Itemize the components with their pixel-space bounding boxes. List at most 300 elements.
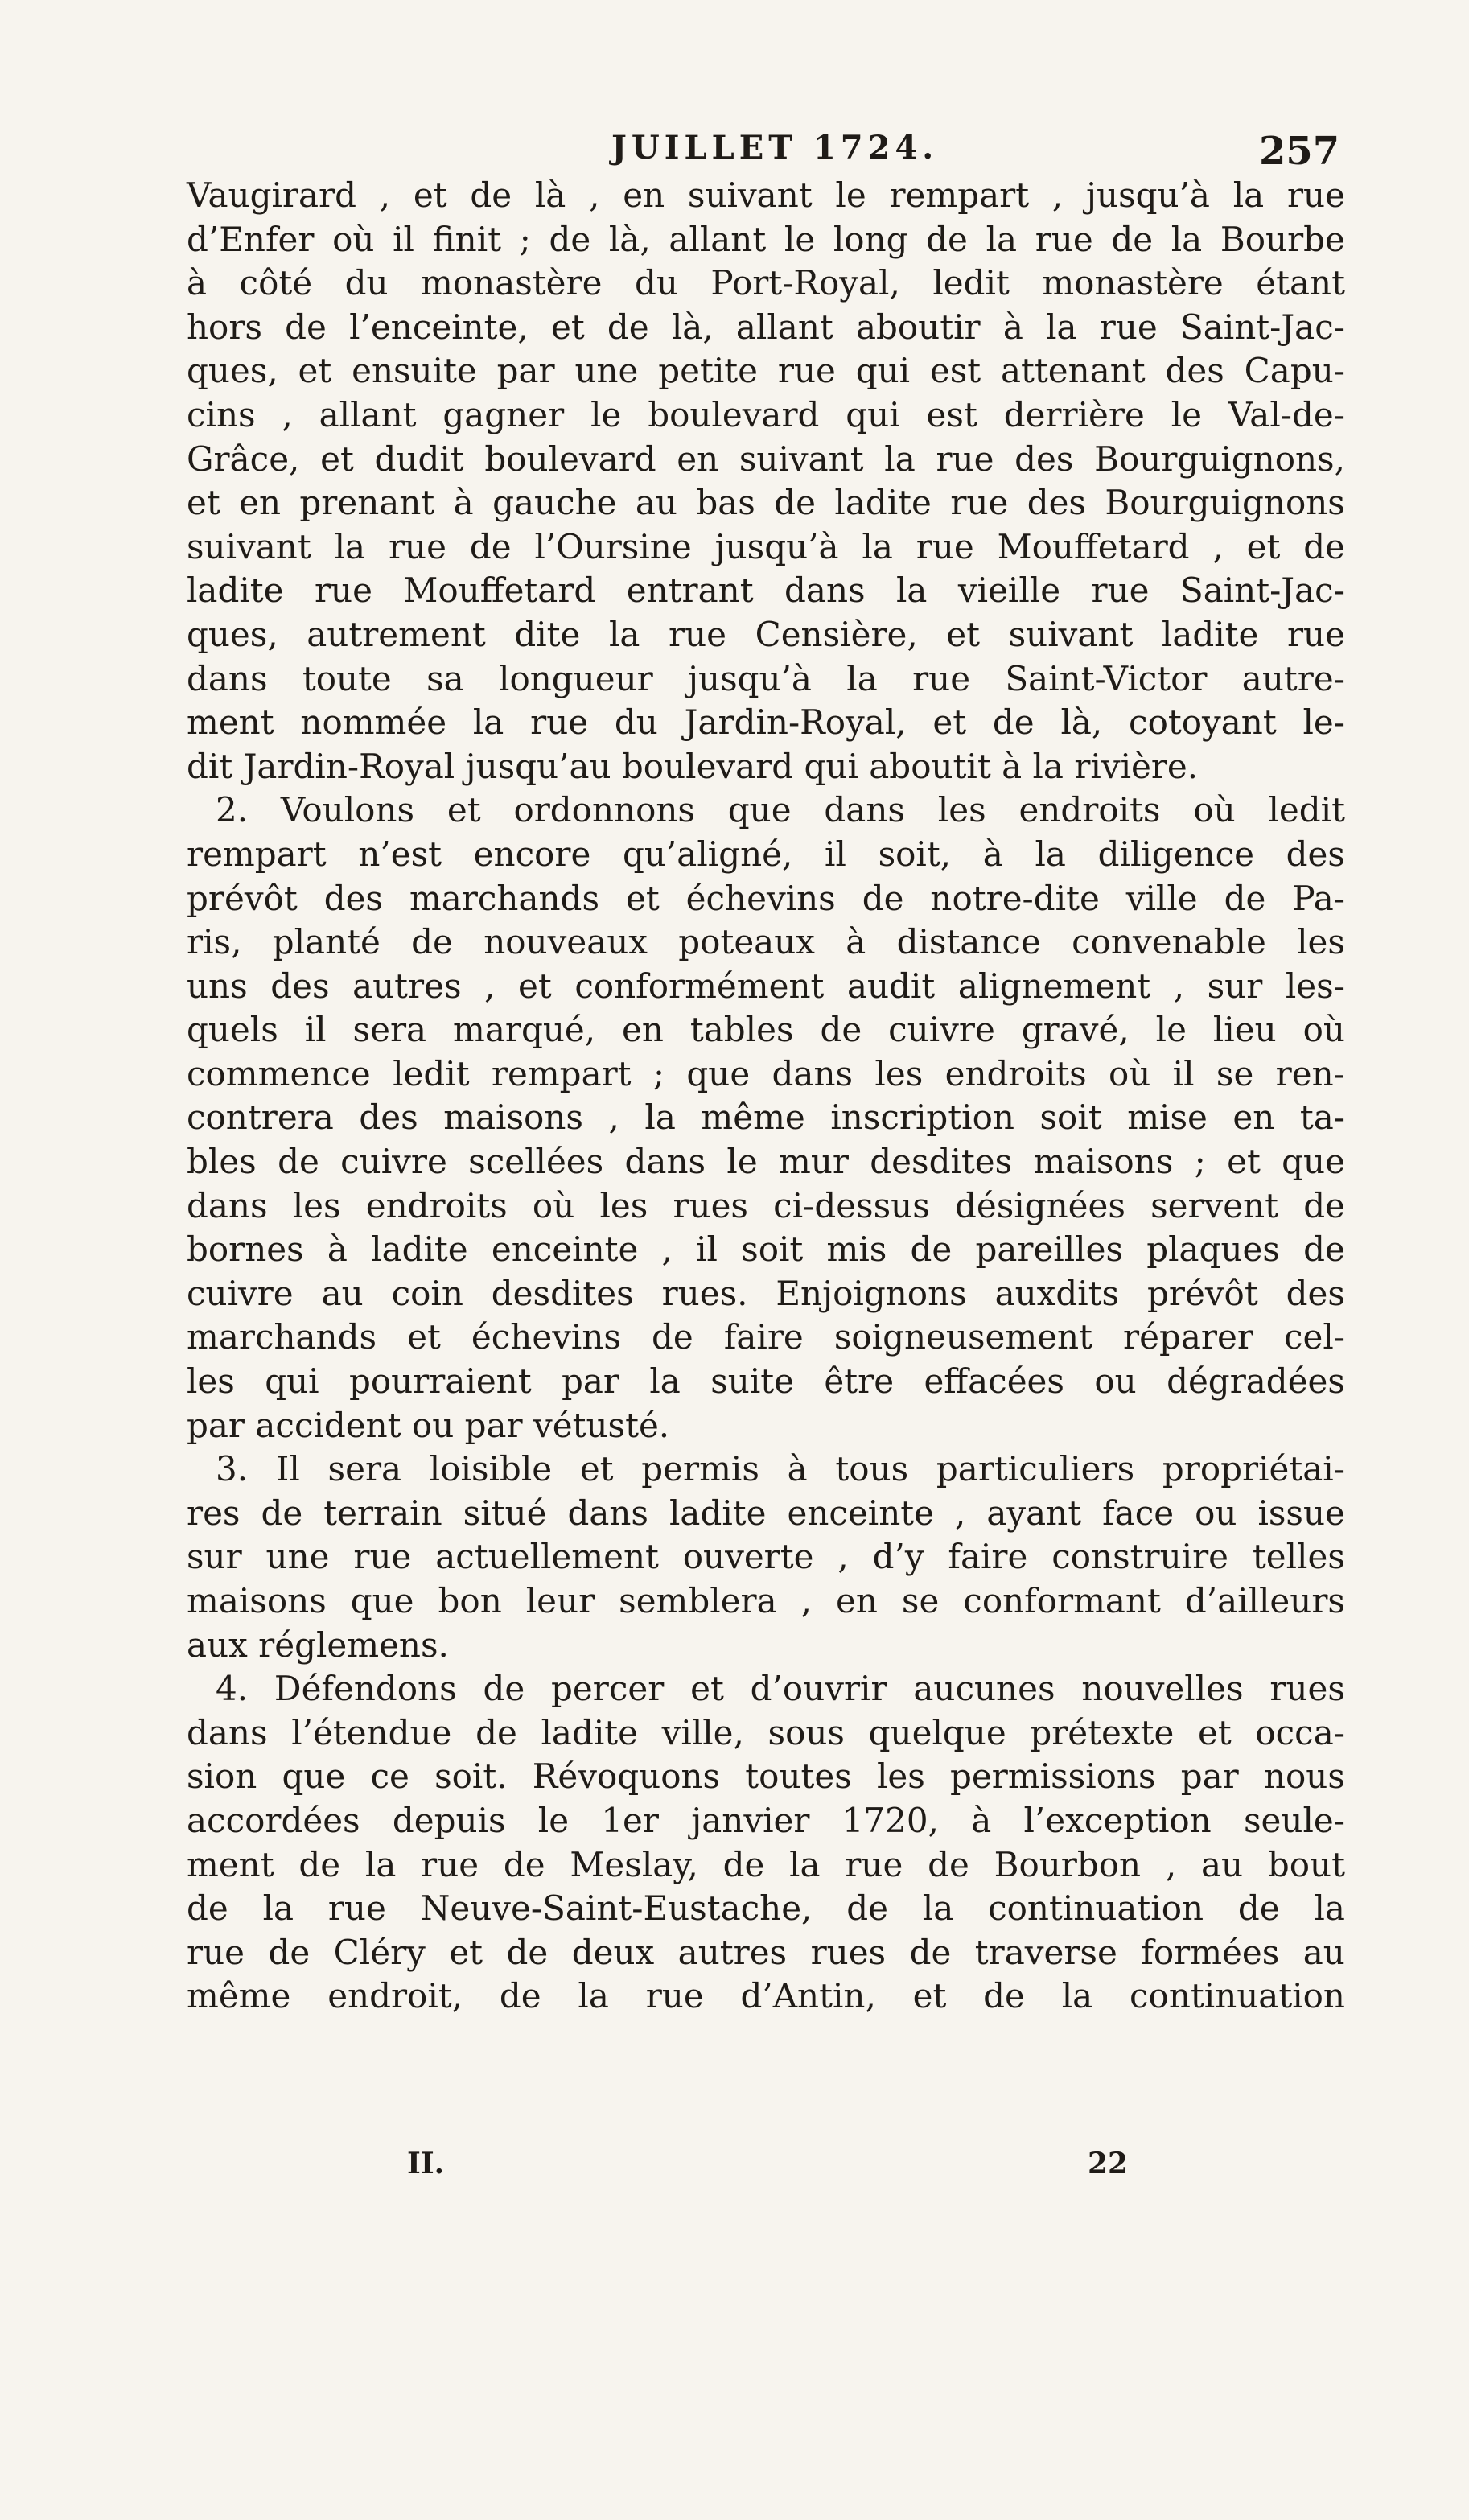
word: dans xyxy=(824,790,905,830)
word: et xyxy=(449,1932,483,1972)
word: à xyxy=(453,483,474,523)
word: issue xyxy=(1257,1493,1345,1533)
word: à xyxy=(846,922,866,962)
word: res xyxy=(187,1493,241,1533)
word: marqué, xyxy=(453,1010,596,1050)
word: sous xyxy=(767,1712,845,1752)
word: par xyxy=(187,1405,245,1445)
text-line xyxy=(187,261,1345,306)
word: ren- xyxy=(1275,1053,1345,1093)
word: rue xyxy=(645,1976,704,2016)
word: et xyxy=(298,351,332,391)
word: ensuite xyxy=(352,351,477,391)
word: tous xyxy=(835,1449,909,1489)
word: prenant xyxy=(299,483,435,523)
word: jusqu’à xyxy=(714,526,839,566)
word: se xyxy=(901,1581,940,1620)
word: rue xyxy=(1286,175,1345,215)
word: toute xyxy=(302,658,392,698)
word: rues xyxy=(673,1185,748,1225)
word: nommée xyxy=(300,702,447,743)
word: rue xyxy=(1286,614,1345,654)
paragraph-line xyxy=(187,1667,1345,1711)
word: 1er xyxy=(601,1800,659,1840)
word: qui xyxy=(846,394,900,434)
word: ment xyxy=(187,1844,274,1884)
word: ou xyxy=(411,1405,455,1445)
word: Val-de- xyxy=(1228,394,1345,434)
word: où xyxy=(532,1185,575,1225)
word: propriétai- xyxy=(1162,1449,1345,1489)
word: dans xyxy=(187,1185,268,1225)
word: rempart xyxy=(187,834,327,874)
word: des xyxy=(1286,1273,1345,1313)
word: de xyxy=(187,1888,228,1929)
word: soigneusement xyxy=(833,1317,1092,1357)
word: maisons xyxy=(443,1097,583,1138)
word: à xyxy=(187,263,208,303)
text-line xyxy=(187,1140,1345,1184)
word: la xyxy=(472,702,504,743)
word: la xyxy=(862,526,893,566)
word: aucunes xyxy=(913,1669,1055,1709)
word: de xyxy=(261,1493,303,1533)
word: Saint-Victor xyxy=(1005,658,1208,698)
word: de xyxy=(506,1932,549,1972)
word: face xyxy=(1102,1493,1175,1533)
word: inscription xyxy=(830,1097,1014,1138)
word: suite xyxy=(710,1361,795,1402)
word: occa- xyxy=(1255,1712,1345,1752)
word: dégradées xyxy=(1167,1361,1345,1402)
word: le xyxy=(537,1800,570,1840)
word: au xyxy=(321,1273,364,1313)
word: toutes xyxy=(745,1756,852,1797)
word: et xyxy=(690,1669,724,1709)
word: que xyxy=(350,1581,414,1620)
word: sera xyxy=(352,1010,427,1050)
word: rue xyxy=(916,526,974,566)
word: et xyxy=(320,439,354,479)
word: terrain xyxy=(323,1493,442,1533)
word: ci-dessus xyxy=(773,1185,930,1225)
word: la xyxy=(986,219,1018,259)
word: de xyxy=(926,219,968,259)
word: il xyxy=(1172,1053,1195,1093)
word: l’Oursine xyxy=(534,526,692,566)
word: de xyxy=(470,175,512,215)
word: sera xyxy=(327,1449,402,1489)
word: autres xyxy=(352,966,462,1006)
paragraph-line xyxy=(187,789,1345,833)
word: d’Enfer xyxy=(187,219,315,259)
word: l’exception xyxy=(1023,1800,1212,1840)
word: désignées xyxy=(954,1185,1125,1225)
word: de xyxy=(722,1844,765,1884)
word: du xyxy=(634,263,678,303)
word: et xyxy=(407,1317,441,1357)
text-line xyxy=(187,174,1345,218)
word: de xyxy=(928,1844,969,1884)
word: vétusté. xyxy=(533,1405,670,1445)
word: gauche xyxy=(492,483,617,523)
word: , xyxy=(1212,526,1224,566)
word: ayant xyxy=(986,1493,1082,1533)
word: gravé, xyxy=(1021,1010,1130,1050)
text-line xyxy=(187,1799,1345,1843)
word: encore xyxy=(473,834,591,874)
word: auxdits xyxy=(994,1273,1120,1313)
word: l’étendue xyxy=(291,1712,452,1752)
word: rue xyxy=(1035,219,1093,259)
text-line xyxy=(187,569,1345,613)
word: de xyxy=(1303,526,1345,566)
word: Censière, xyxy=(755,614,918,654)
word: sa xyxy=(426,658,464,698)
text-line xyxy=(187,1624,1345,1668)
word: en xyxy=(622,1010,664,1050)
word: ou xyxy=(1094,1361,1137,1402)
word: d’y xyxy=(872,1537,924,1577)
word: maisons xyxy=(187,1581,327,1620)
word: allant xyxy=(735,307,833,347)
word: enceinte xyxy=(491,1229,639,1270)
word: la xyxy=(1046,307,1077,347)
word: entrant xyxy=(626,570,754,611)
text-line xyxy=(187,1008,1345,1052)
word: à xyxy=(327,1229,348,1270)
word: allant xyxy=(669,219,767,259)
word: bornes xyxy=(187,1229,304,1270)
word: du xyxy=(614,702,658,743)
word: ; xyxy=(1194,1142,1206,1182)
word: rue xyxy=(314,570,372,611)
text-line xyxy=(187,1228,1345,1272)
word: même xyxy=(701,1097,805,1138)
word: de xyxy=(298,1844,341,1884)
word: rue xyxy=(1091,570,1150,611)
word: de xyxy=(774,483,816,523)
word: aboutit xyxy=(869,746,991,786)
word: le xyxy=(784,219,816,259)
word: Vaugirard xyxy=(187,175,356,215)
word: soit xyxy=(1039,1097,1102,1138)
word: prétexte xyxy=(1030,1712,1175,1752)
word: Il xyxy=(275,1449,300,1489)
word: cuivre xyxy=(187,1273,294,1313)
word: sion xyxy=(187,1756,257,1797)
word: 2. xyxy=(216,790,249,830)
word: petite xyxy=(658,351,759,391)
word: endroits xyxy=(944,1053,1087,1093)
word: rue xyxy=(669,614,726,654)
word: Port-Royal, xyxy=(710,263,900,303)
word: une xyxy=(265,1537,330,1577)
word: il xyxy=(696,1229,718,1270)
word: des xyxy=(323,878,383,918)
text-line xyxy=(187,920,1345,965)
word: dans xyxy=(187,1712,268,1752)
word: formées xyxy=(1141,1932,1280,1972)
word: et xyxy=(912,1976,947,2016)
word: ques, xyxy=(187,351,278,391)
word: dans xyxy=(784,570,866,611)
word: Saint-Jac- xyxy=(1179,570,1345,611)
word: les xyxy=(1297,922,1345,962)
text-line xyxy=(187,1052,1345,1097)
word: de xyxy=(846,1888,888,1929)
text-line xyxy=(187,1316,1345,1360)
word: ment xyxy=(187,702,274,743)
word: en xyxy=(1232,1097,1275,1138)
word: qu’aligné, xyxy=(623,834,793,874)
word: ledit xyxy=(932,263,1010,303)
word: en xyxy=(623,175,665,215)
word: allant xyxy=(319,394,417,434)
word: ordonnons xyxy=(513,790,695,830)
word: vieille xyxy=(957,570,1061,611)
word: suivant xyxy=(687,175,813,215)
word: mis xyxy=(826,1229,887,1270)
word: ce xyxy=(370,1756,409,1797)
word: de xyxy=(992,702,1035,743)
word: dans xyxy=(187,658,268,698)
word: la xyxy=(608,614,640,654)
word: la xyxy=(644,1097,676,1138)
word: depuis xyxy=(392,1800,506,1840)
word: dite xyxy=(514,614,581,654)
word: de xyxy=(820,1010,862,1050)
text-line xyxy=(187,306,1345,350)
word: là xyxy=(534,175,566,215)
word: dans xyxy=(567,1493,648,1533)
word: les xyxy=(599,1185,648,1225)
word: dit xyxy=(187,746,233,786)
word: à xyxy=(971,1800,992,1840)
word: de xyxy=(607,307,649,347)
word: le xyxy=(1171,394,1202,434)
word: où xyxy=(1193,790,1236,830)
word: convenable xyxy=(1072,922,1266,962)
word: au xyxy=(1302,1932,1345,1972)
word: de xyxy=(278,1142,319,1182)
word: distance xyxy=(896,922,1041,962)
word: ville xyxy=(1125,878,1198,918)
word: et xyxy=(1197,1712,1232,1752)
word: loisible xyxy=(429,1449,553,1489)
word: rues. xyxy=(661,1273,748,1313)
word: finit xyxy=(432,219,501,259)
word: la xyxy=(846,658,878,698)
word: ou xyxy=(1195,1493,1237,1533)
word: par xyxy=(464,1405,523,1445)
word: prévôt xyxy=(1147,1273,1258,1313)
word: la xyxy=(922,1888,954,1929)
word: dans xyxy=(772,1053,854,1093)
word: Meslay, xyxy=(570,1844,698,1884)
word: Jardin-Royal xyxy=(243,746,455,786)
word: , xyxy=(1173,966,1185,1006)
word: de xyxy=(983,1976,1025,2016)
word: à xyxy=(1002,746,1023,786)
word: rue xyxy=(421,1844,479,1884)
word: de xyxy=(1224,878,1266,918)
paragraph-line xyxy=(187,1447,1345,1492)
word: et xyxy=(518,966,552,1006)
word: lieu xyxy=(1212,1010,1277,1050)
word: la xyxy=(1061,1976,1093,2016)
word: 1720, xyxy=(841,1800,939,1840)
text-line xyxy=(187,1974,1345,2019)
word: accident xyxy=(255,1405,401,1445)
word: Jardin-Royal, xyxy=(684,702,907,743)
text-line xyxy=(187,349,1345,393)
word: 3. xyxy=(216,1449,249,1489)
word: autres xyxy=(677,1932,788,1972)
word: la xyxy=(578,1976,609,2016)
word: , xyxy=(484,966,496,1006)
word: ladite xyxy=(187,570,284,611)
word: longueur xyxy=(499,658,653,698)
word: boulevard xyxy=(648,394,820,434)
word: , xyxy=(800,1581,813,1620)
word: pourraient xyxy=(348,1361,532,1402)
text-line xyxy=(187,1184,1345,1229)
word: que xyxy=(686,1053,751,1093)
running-title: JUILLET 1724. xyxy=(611,129,939,167)
word: de xyxy=(469,526,512,566)
word: ouverte xyxy=(682,1537,814,1577)
word: à xyxy=(1002,307,1023,347)
word: rue xyxy=(777,351,836,391)
signature-number: 22 xyxy=(1088,2147,1129,2180)
text-line xyxy=(187,965,1345,1009)
word: et xyxy=(187,483,220,523)
text-line xyxy=(187,701,1345,745)
word: de xyxy=(862,878,904,918)
word: de xyxy=(285,307,327,347)
word: Bourguignons xyxy=(1105,483,1345,523)
word: ladite xyxy=(541,1712,638,1752)
word: dans xyxy=(624,1142,706,1182)
word: aux xyxy=(187,1624,248,1665)
word: Mouffetard xyxy=(403,570,596,611)
text-line xyxy=(187,833,1345,877)
word: de xyxy=(1303,1229,1345,1270)
word: échevins xyxy=(471,1317,621,1357)
word: rue xyxy=(530,702,589,743)
word: rempart xyxy=(889,175,1030,215)
word: marchands xyxy=(187,1317,377,1357)
word: boulevard xyxy=(621,746,794,786)
word: de xyxy=(1237,1888,1280,1929)
text-line xyxy=(187,1535,1345,1579)
word: de xyxy=(1111,219,1154,259)
word: commence xyxy=(187,1053,371,1093)
word: des xyxy=(1014,439,1074,479)
word: pareilles xyxy=(975,1229,1124,1270)
text-line xyxy=(187,1272,1345,1316)
text-line xyxy=(187,1579,1345,1624)
word: Neuve-Saint-Eustache, xyxy=(420,1888,813,1929)
word: audit xyxy=(846,966,936,1006)
word: cuivre xyxy=(888,1010,995,1050)
word: et xyxy=(1246,526,1281,566)
word: , xyxy=(282,394,293,434)
word: être xyxy=(824,1361,895,1402)
word: au xyxy=(635,483,677,523)
word: faire xyxy=(723,1317,804,1357)
word: ledit xyxy=(393,1053,470,1093)
word: la xyxy=(649,1361,681,1402)
word: de xyxy=(499,1976,541,2016)
word: rues xyxy=(1269,1669,1345,1709)
word: , xyxy=(379,175,391,215)
word: il xyxy=(304,1010,327,1050)
text-line xyxy=(187,438,1345,482)
word: le- xyxy=(1302,702,1345,743)
text-line xyxy=(187,877,1345,921)
word: et xyxy=(550,307,585,347)
word: ladite xyxy=(371,1229,468,1270)
word: percer xyxy=(551,1669,665,1709)
word: les xyxy=(292,1185,341,1225)
word: et xyxy=(446,790,481,830)
word: par xyxy=(496,351,555,391)
word: le xyxy=(726,1142,758,1182)
word: se xyxy=(1216,1053,1254,1093)
word: la xyxy=(895,570,928,611)
word: diligence xyxy=(1097,834,1254,874)
word: rivière. xyxy=(1074,746,1199,786)
word: d’Antin, xyxy=(740,1976,876,2016)
word: janvier xyxy=(691,1800,810,1840)
word: soit, xyxy=(878,834,952,874)
word: à xyxy=(982,834,1003,874)
word: et xyxy=(932,702,967,743)
word: suivant xyxy=(739,439,864,479)
word: effacées xyxy=(924,1361,1064,1402)
word: réglemens. xyxy=(258,1624,449,1665)
page-number: 257 xyxy=(1259,129,1340,174)
word: desdites xyxy=(870,1142,1013,1182)
word: la xyxy=(1171,219,1203,259)
word: monastère xyxy=(1042,263,1224,303)
word: 4. xyxy=(216,1669,249,1709)
word: coin xyxy=(391,1273,463,1313)
word: est xyxy=(926,394,977,434)
word: les xyxy=(874,1053,924,1093)
word: Mouffetard xyxy=(997,526,1190,566)
word: les xyxy=(937,790,986,830)
word: ladite xyxy=(1161,614,1259,654)
word: Pa- xyxy=(1292,878,1345,918)
word: construire xyxy=(1051,1537,1229,1577)
word: ladite xyxy=(834,483,932,523)
word: la xyxy=(334,526,366,566)
word: la xyxy=(1035,834,1066,874)
word: qui xyxy=(265,1361,319,1402)
word: et xyxy=(1227,1142,1261,1182)
word: même xyxy=(187,1976,291,2016)
word: planté xyxy=(272,922,381,962)
word: permissions xyxy=(950,1756,1156,1797)
text-line xyxy=(187,613,1345,657)
text-line xyxy=(187,1404,1345,1448)
word: ville, xyxy=(661,1712,744,1752)
word: cuivre xyxy=(340,1142,447,1182)
word: ; xyxy=(652,1053,665,1093)
